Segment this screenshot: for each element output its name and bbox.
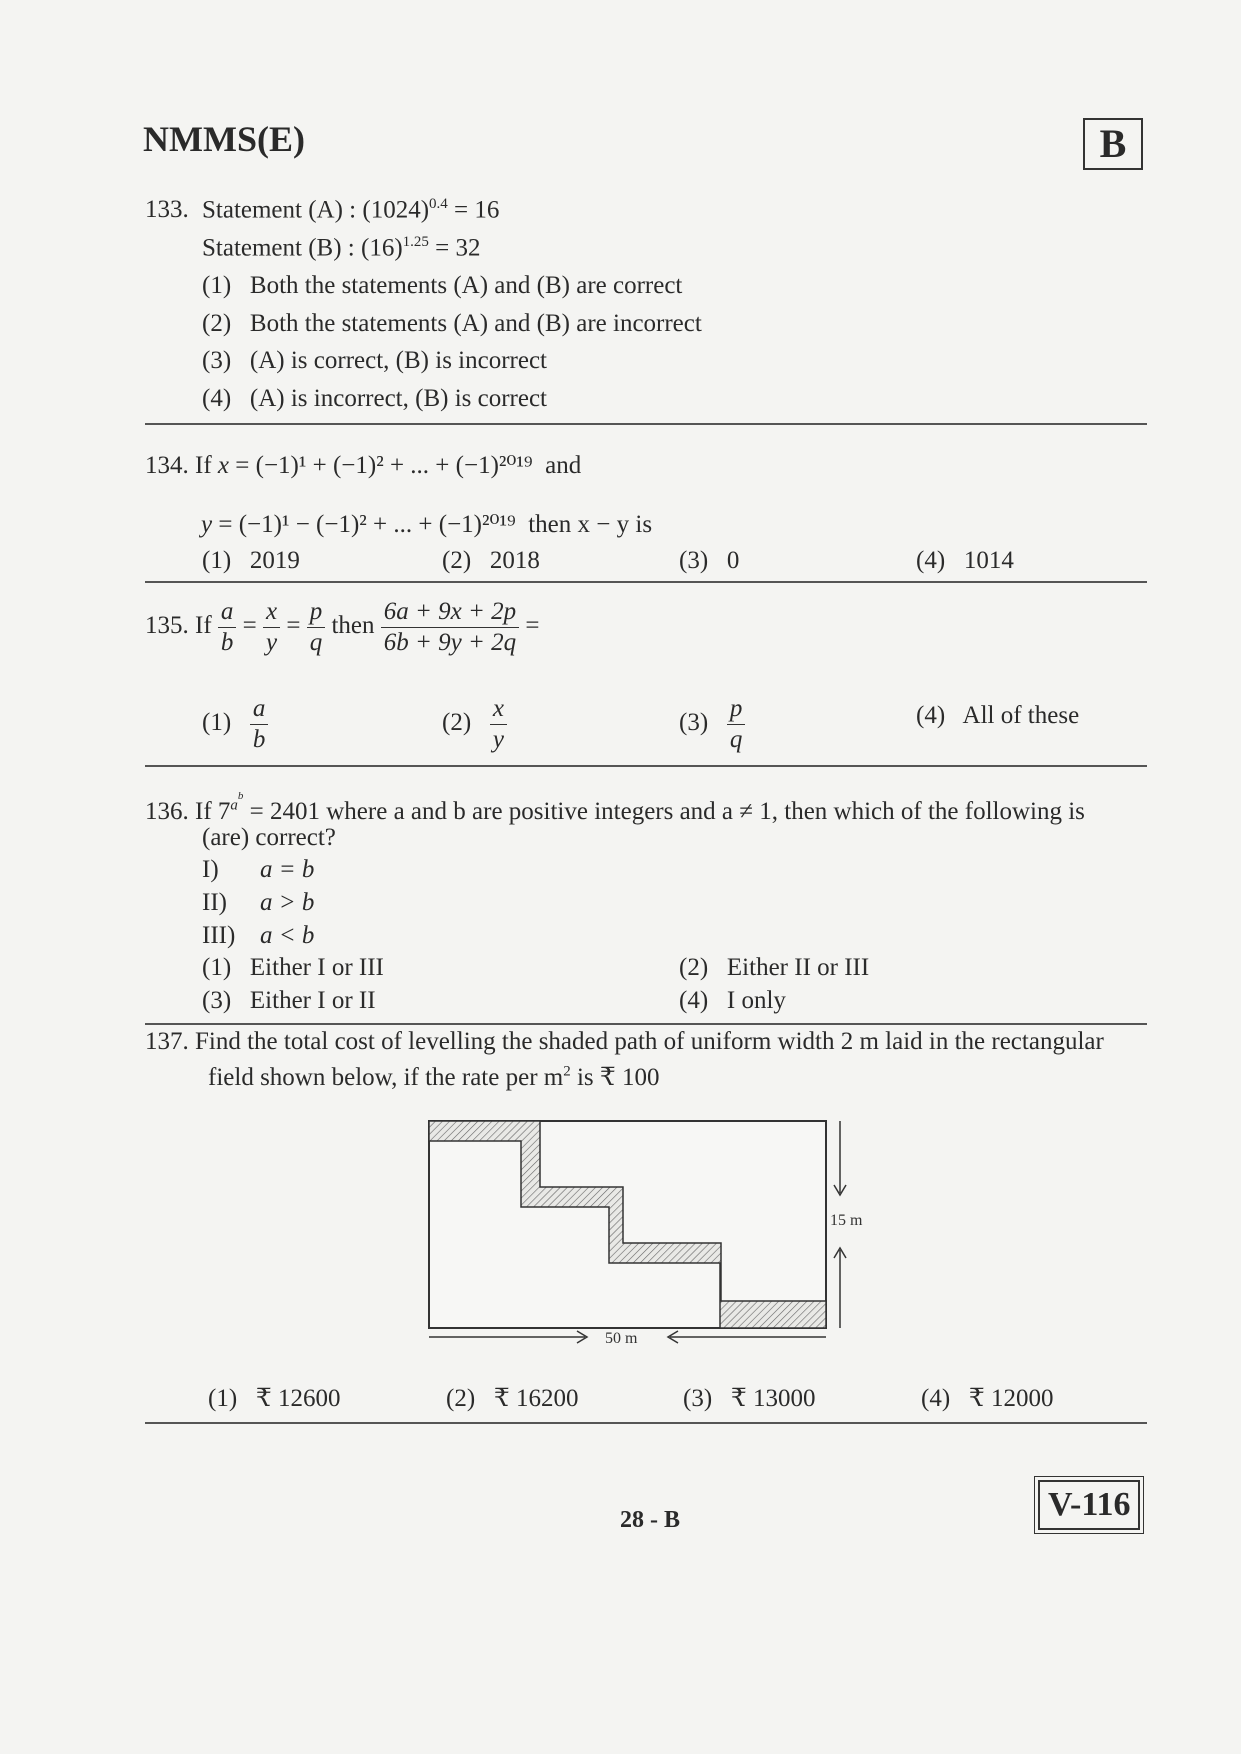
option-text: 2018 [489,547,540,574]
option-1[interactable] [202,547,300,575]
paper-code-box: V-116 [1038,1480,1140,1530]
option-2[interactable] [202,310,702,338]
option-text: Either I or III [249,954,384,981]
fraction-a-b: $\frac{a}{b}$ [250,694,269,755]
statement-text: a > b [260,889,315,916]
option-2[interactable] [446,1383,579,1413]
statement-b-base: (16) [361,234,403,262]
equals-sign: = [286,612,301,640]
option-number: (2) [202,310,232,337]
q135-stem [145,597,539,658]
option-2[interactable] [679,954,869,982]
option-number: (3) [679,709,709,737]
option-number: (4) [916,547,946,574]
statement-text: a < b [260,922,315,949]
option-1[interactable] [208,1383,341,1413]
equals-sign: = [242,612,257,640]
question-number: 135. [145,612,189,640]
exponent-a: a [230,797,238,814]
rectangular-field [429,1121,826,1328]
then-word: then [331,612,375,640]
option-number: (3) [683,1385,713,1412]
option-number: (2) [446,1385,476,1412]
statement-a [202,196,499,224]
option-text: Either II or III [726,954,870,981]
fraction-x-y: $\frac{x}{y}$ [263,597,280,658]
height-label: 15 m [830,1212,863,1229]
divider [145,581,1147,583]
question-number: 136. [145,798,189,825]
option-number: (1) [208,1385,238,1412]
option-number: (3) [202,347,232,374]
option-text: Both the statements (A) and (B) are incorrect [249,310,702,337]
if-word: If [195,612,212,640]
option-2[interactable] [442,694,507,755]
statement-text: a = b [260,856,315,883]
option-number: (2) [442,709,472,737]
x-expression: = (−1)¹ + (−1)² + ... + (−1)²⁰¹⁹ [235,452,533,479]
option-text: ₹ 16200 [493,1385,579,1412]
option-4[interactable] [202,385,547,413]
statement-a-label: Statement (A) : [202,196,357,224]
option-4[interactable] [916,547,1014,575]
option-text: ₹ 13000 [730,1385,816,1412]
statement-number: III) [202,922,236,949]
statement-3 [202,922,314,950]
and-word: and [545,452,582,479]
option-text: 1014 [963,547,1014,574]
option-3[interactable] [202,987,376,1015]
option-number: (4) [916,702,946,729]
divider [145,1023,1147,1025]
fraction-expression: $\frac{6a + 9x + 2p}{6b + 9y + 2q}$ [381,597,519,658]
option-number: (4) [921,1385,951,1412]
option-4[interactable] [679,987,786,1015]
option-text: I only [726,987,786,1014]
y-expression: = (−1)¹ − (−1)² + ... + (−1)²⁰¹⁹ [218,511,516,538]
fraction-p-q: $\frac{p}{q}$ [307,597,326,658]
divider [145,765,1147,767]
page-number: 28 - B [620,1507,680,1533]
statement-b-label: Statement (B) : [202,234,355,262]
question-number: 134. [145,452,189,479]
statement-1 [202,856,314,884]
option-4[interactable] [916,702,1079,730]
option-text: Both the statements (A) and (B) are correct [249,272,683,299]
exponent-b: b [237,790,244,802]
set-code-box: B [1083,118,1143,170]
question-number: 133. [145,196,189,223]
q136-line-2: (are) correct? [202,824,336,851]
field-path-diagram [420,1115,880,1355]
option-number: (1) [202,954,232,981]
equals-sign: = [525,612,540,640]
statement-number: II) [202,889,227,916]
line-2-superscript: 2 [563,1063,571,1080]
option-1[interactable] [202,954,384,982]
option-number: (2) [679,954,709,981]
option-text: (A) is correct, (B) is incorrect [249,347,548,374]
width-label: 50 m [605,1330,638,1347]
statement-number: I) [202,856,219,883]
option-3[interactable] [679,694,745,755]
option-number: (2) [442,547,472,574]
statement-b [202,234,481,262]
option-text: 2019 [249,547,300,574]
divider [145,423,1147,425]
option-text: All of these [962,702,1080,729]
option-1[interactable] [202,272,682,300]
divider [145,1422,1147,1424]
option-3[interactable] [683,1383,816,1413]
line-1-text: Find the total cost of levelling the shaded path of uniform width 2 m laid in the rectangular [195,1028,1104,1055]
statement-2 [202,889,314,917]
line-2-text: field shown below, if the rate per m [208,1064,564,1091]
option-text: ₹ 12000 [968,1385,1054,1412]
option-number: (3) [202,987,232,1014]
statement-b-exponent: 1.25 [402,234,429,250]
statement-a-rhs: = 16 [454,196,500,224]
option-number: (1) [202,547,232,574]
q137-line-1 [145,1028,1104,1056]
option-number: (4) [679,987,709,1014]
option-4[interactable] [921,1383,1054,1413]
var-y: y [201,511,213,538]
if-word: If [195,452,212,479]
q136-line-1 [145,790,1085,826]
then-text: then x − y is [528,511,653,538]
statement-a-base: (1024) [362,196,430,224]
line-2-rate: is ₹ 100 [570,1064,660,1091]
statement-b-rhs: = 32 [435,234,481,262]
q134-line-2 [201,509,652,539]
question-number: 137. [145,1028,189,1055]
option-number: (3) [679,547,709,574]
option-3[interactable] [202,347,547,375]
option-1[interactable] [202,694,268,755]
var-x: x [217,452,230,479]
option-text: Either I or II [249,987,376,1014]
if-base: If 7 [195,798,231,825]
q134-line-1 [145,450,581,480]
option-text: 0 [726,547,740,574]
fraction-x-y: $\frac{x}{y}$ [490,694,507,755]
option-text: (A) is incorrect, (B) is correct [249,385,548,412]
option-3[interactable] [679,547,739,575]
option-2[interactable] [442,547,540,575]
q137-line-2 [208,1062,660,1092]
line-1-rest: = 2401 where a and b are positive integers and a ≠ 1, then which of the following is [249,798,1085,825]
fraction-a-b: $\frac{a}{b}$ [218,597,237,658]
option-text: ₹ 12600 [255,1385,341,1412]
exam-title: NMMS(E) [143,119,305,159]
fraction-p-q: $\frac{p}{q}$ [727,694,746,755]
statement-a-exponent: 0.4 [429,196,448,212]
option-number: (1) [202,709,232,737]
option-number: (1) [202,272,232,299]
option-number: (4) [202,385,232,412]
